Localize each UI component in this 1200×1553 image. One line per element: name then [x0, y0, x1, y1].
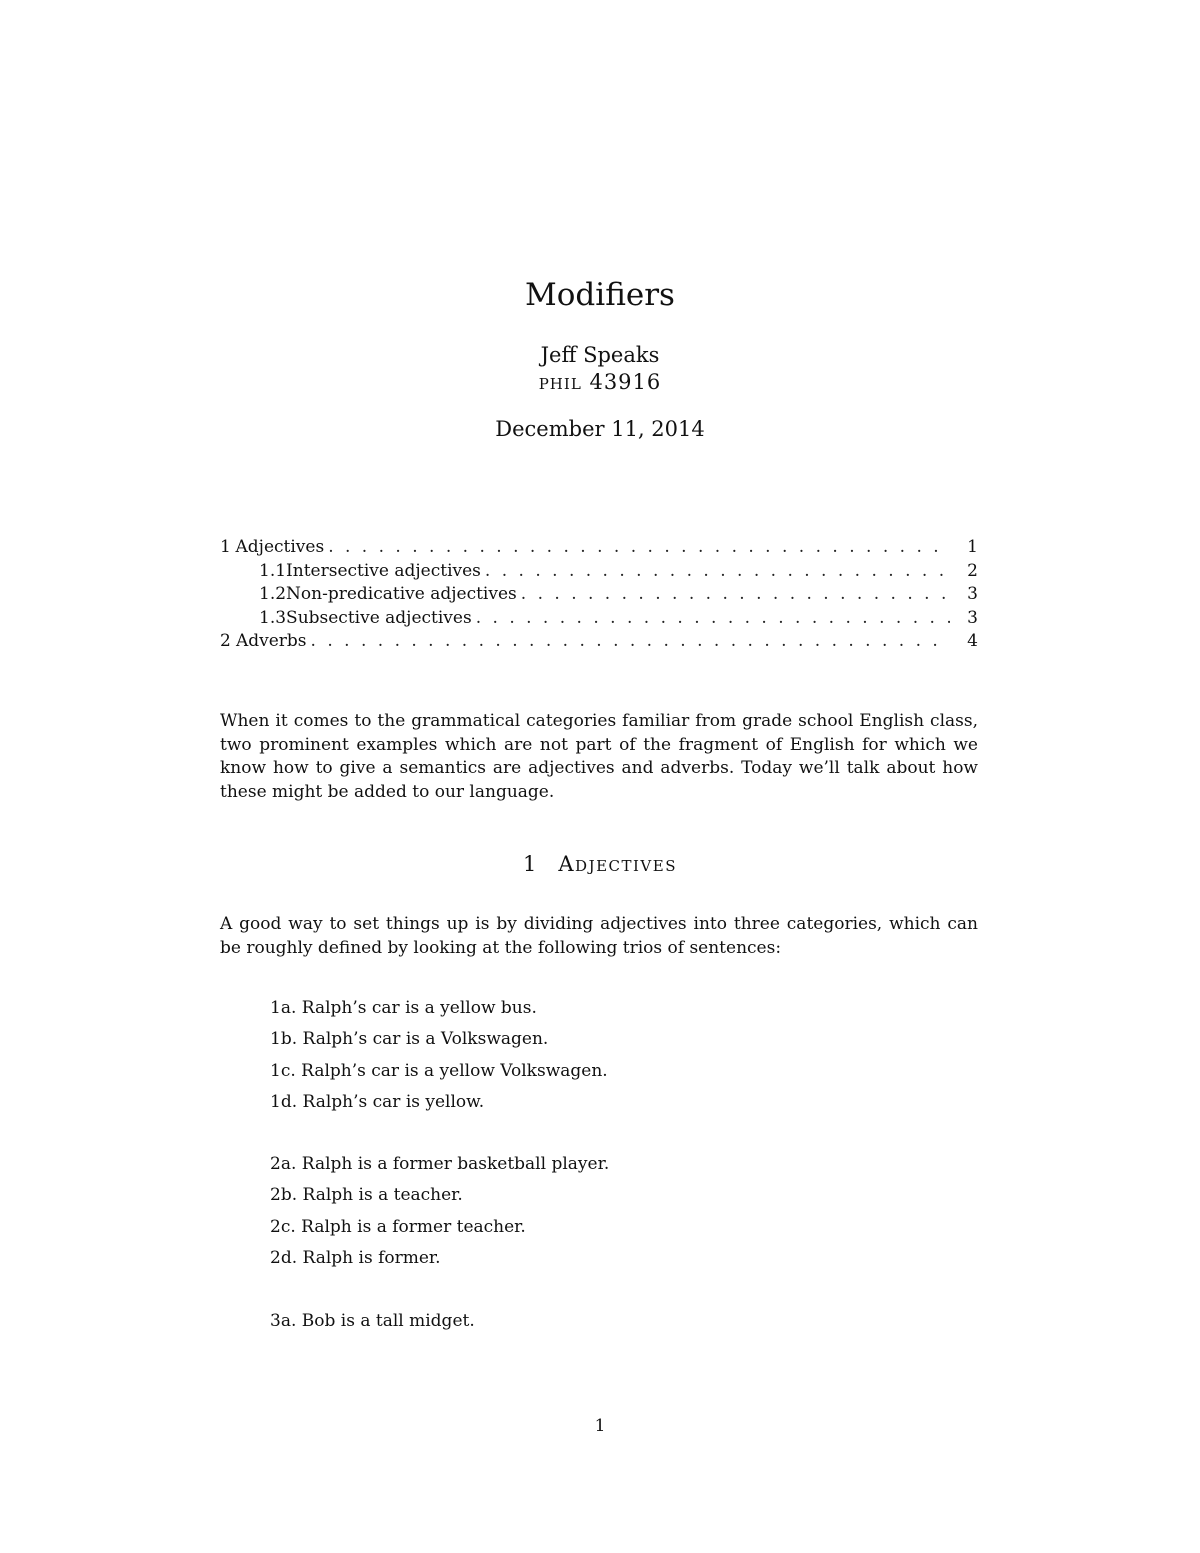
example-sentence: 2c. Ralph is a former teacher. — [270, 1216, 526, 1237]
example-sentence: 2b. Ralph is a teacher. — [270, 1185, 463, 1206]
toc-entry-page: 2 — [967, 560, 978, 581]
section-title: Adjectives — [558, 852, 677, 876]
course-code — [0, 368, 1200, 396]
toc-entry-intersective-adjectives[interactable] — [220, 560, 978, 584]
toc-leader-dots — [521, 583, 950, 607]
example-group-2 — [270, 1149, 970, 1274]
toc-entry-number: 1.2 — [259, 584, 287, 604]
toc-entry-adverbs[interactable] — [220, 630, 978, 654]
table-of-contents — [220, 536, 978, 654]
course-code-text: phil 43916 — [538, 370, 662, 394]
example-group-1 — [270, 993, 970, 1118]
toc-entry-label: Subsective adjectives — [286, 607, 472, 628]
example-group-3 — [270, 1306, 970, 1337]
intro-paragraph: When it comes to the grammatical categories familiar from grade school English class, two prominent examples which are not part of the fragment of English for which we know how to give a semantics are adjectives and adverbs. Today we’ll talk about how these might be added to our language. — [220, 711, 978, 802]
toc-entry-subsective-adjectives[interactable] — [220, 607, 978, 631]
example-sentence: 2a. Ralph is a former basketball player. — [270, 1154, 610, 1174]
toc-entry-adjectives[interactable] — [220, 536, 978, 560]
toc-leader-dots — [311, 630, 950, 654]
toc-entry-page: 1 — [967, 537, 978, 557]
example-sentence: 1c. Ralph’s car is a yellow Volkswagen. — [270, 1060, 608, 1081]
toc-leader-dots — [476, 607, 950, 631]
document-title: Modifiers — [525, 277, 675, 313]
toc-entry-non-predicative-adjectives[interactable] — [220, 583, 978, 607]
toc-entry-number: 1.1 — [259, 560, 287, 581]
toc-leader-dots — [485, 560, 950, 584]
toc-entry-label: Non-predicative adjectives — [286, 584, 517, 604]
document-date: December 11, 2014 — [495, 417, 705, 441]
example-sentence: 1b. Ralph’s car is a Volkswagen. — [270, 1029, 549, 1050]
toc-entry-number: 2 — [220, 631, 231, 651]
section-number: 1 — [523, 852, 537, 876]
toc-entry-label: Adverbs — [235, 631, 307, 651]
page-number: 1 — [594, 1416, 606, 1436]
toc-entry-label: Intersective adjectives — [286, 560, 481, 581]
example-sentence: 2d. Ralph is former. — [270, 1247, 441, 1268]
toc-entry-number: 1.3 — [259, 607, 287, 628]
toc-entry-page: 4 — [967, 631, 978, 651]
toc-entry-label: Adjectives — [235, 537, 325, 557]
example-sentence: 3a. Bob is a tall midget. — [270, 1311, 475, 1331]
section-heading-adjectives — [0, 850, 1200, 878]
section-lead-paragraph: A good way to set things up is by dividing adjectives into three categories, which can be roughly defined by looking at the following trios of sentences: — [220, 914, 978, 958]
toc-entry-page: 3 — [967, 607, 978, 628]
example-sentence: 1d. Ralph’s car is yellow. — [270, 1091, 485, 1112]
toc-entry-page: 3 — [967, 584, 978, 604]
author-name: Jeff Speaks — [540, 343, 660, 367]
toc-leader-dots — [328, 536, 950, 560]
toc-entry-number: 1 — [220, 537, 231, 557]
example-sentence: 1a. Ralph’s car is a yellow bus. — [270, 998, 537, 1018]
